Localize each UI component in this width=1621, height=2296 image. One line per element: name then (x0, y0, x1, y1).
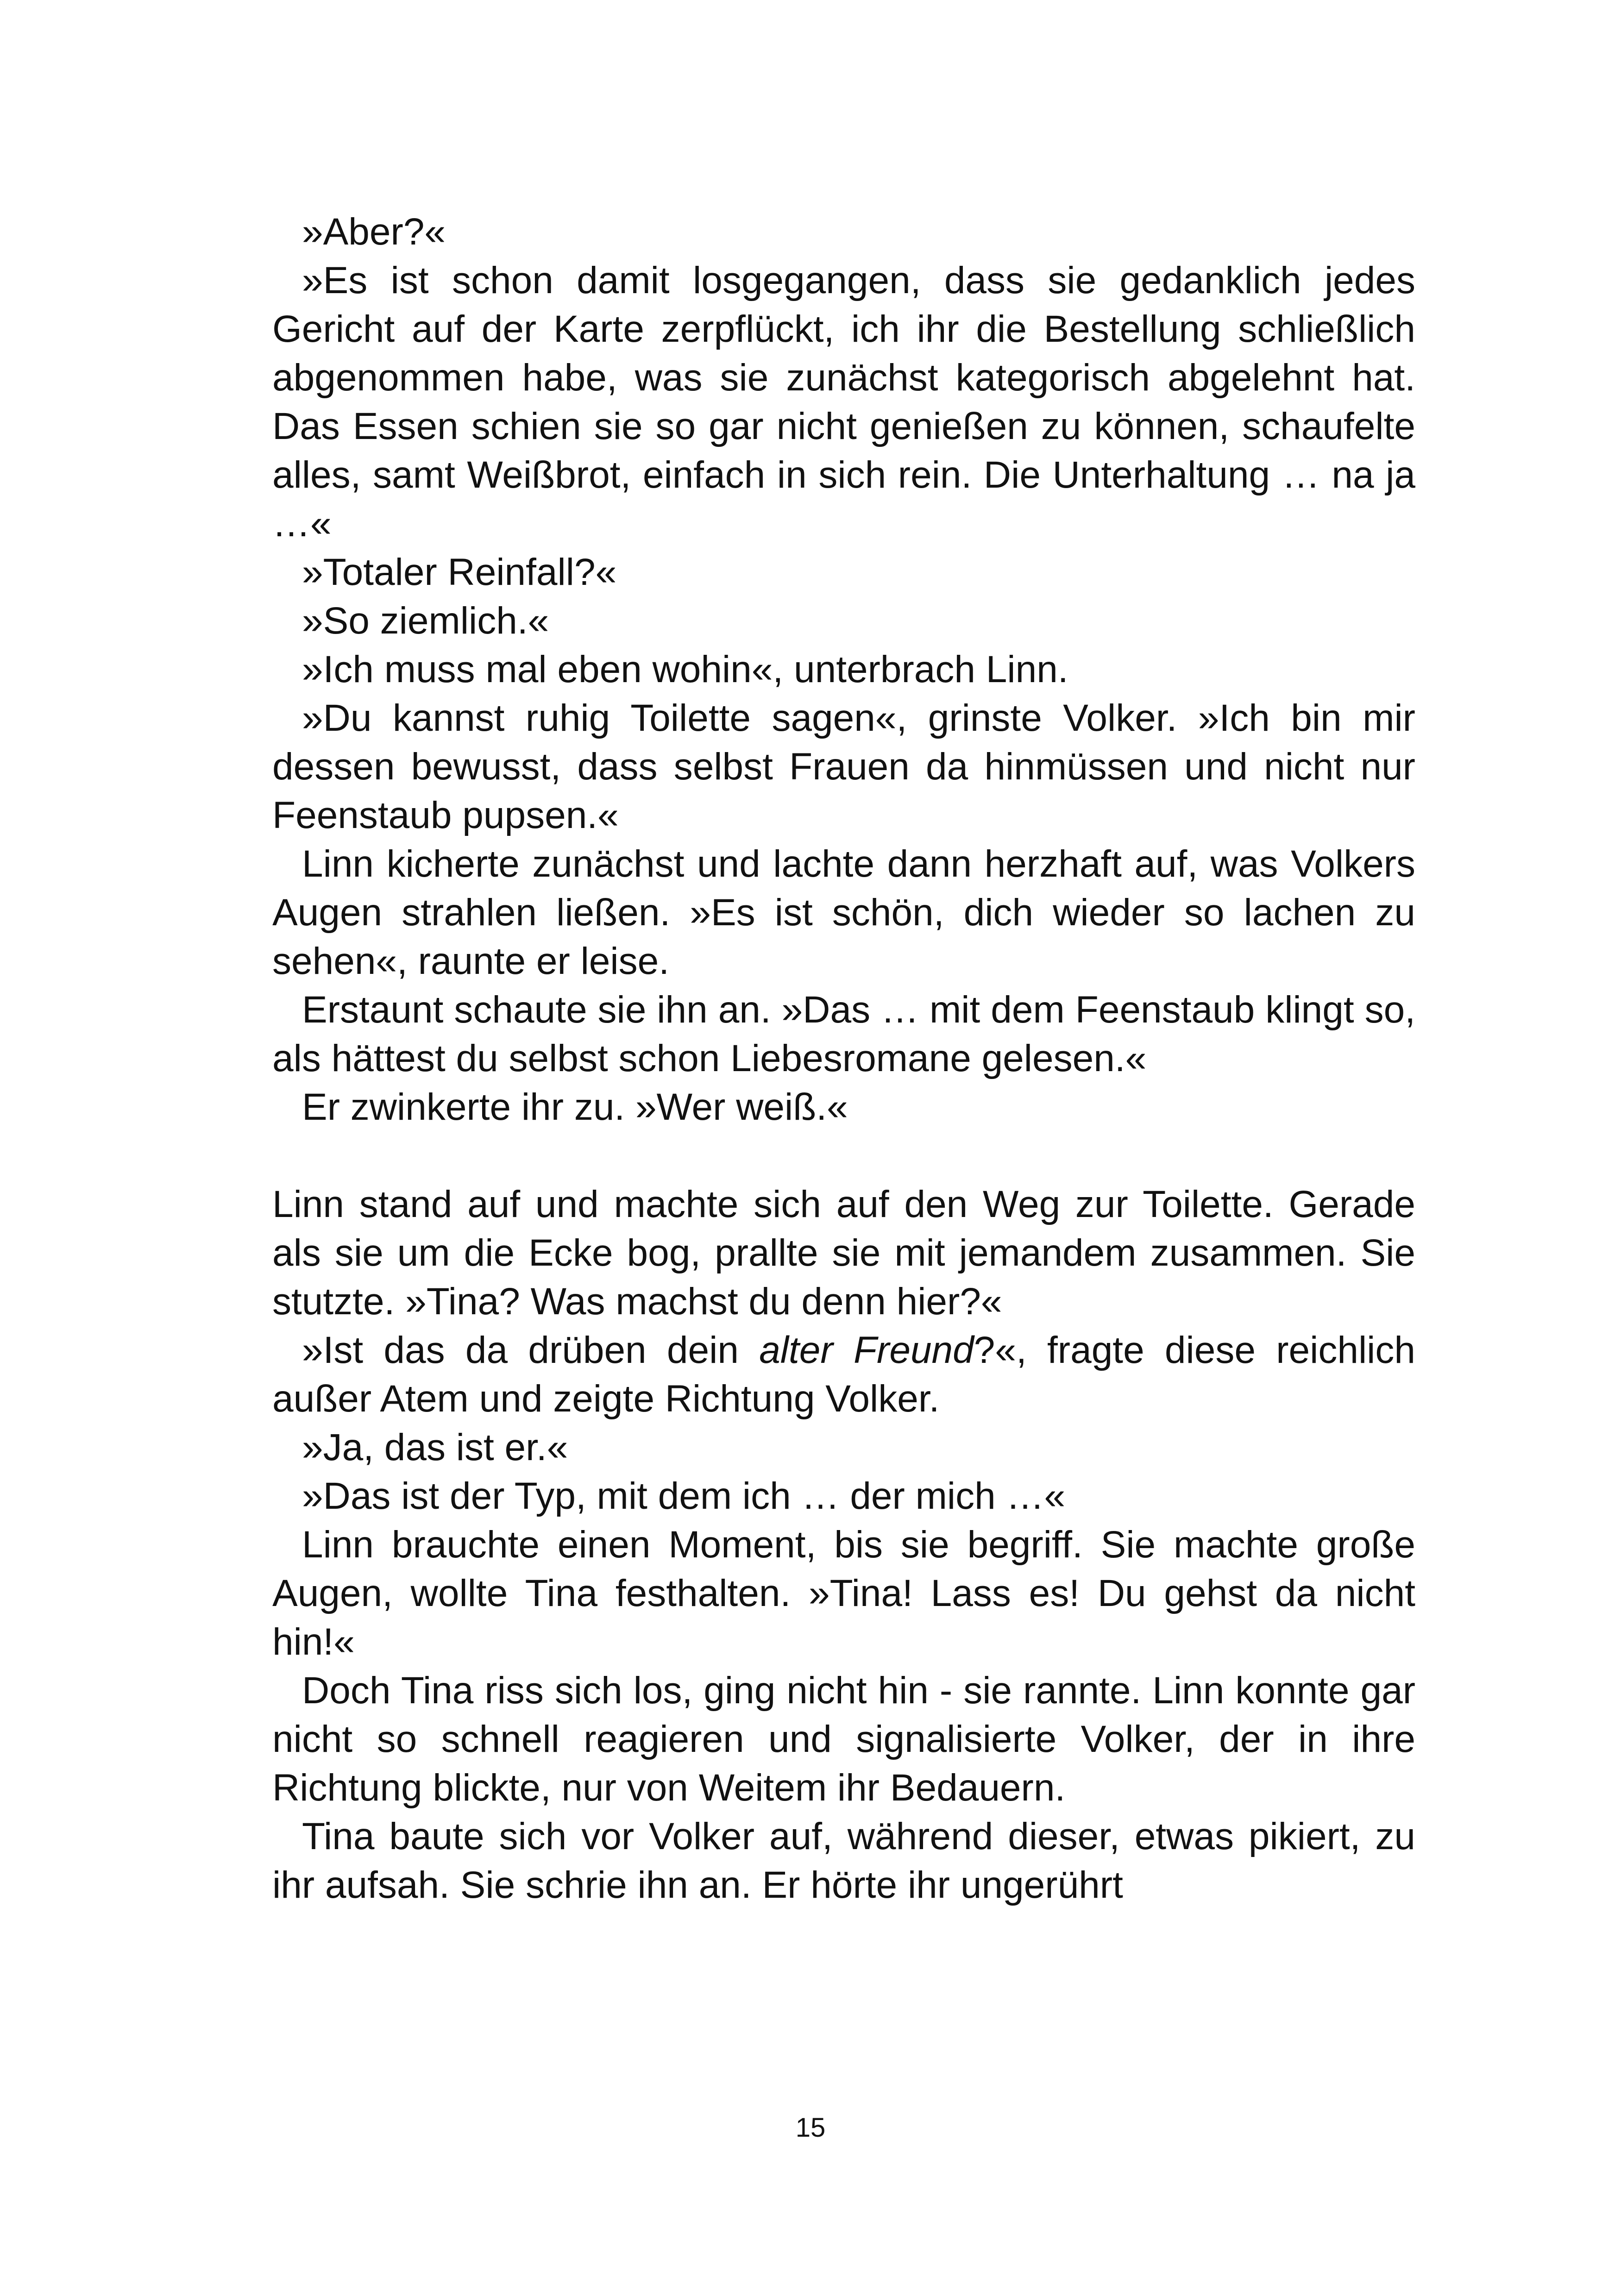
paragraph (272, 1520, 1415, 1666)
text-segment: Linn brauchte einen Moment, bis sie begriff. Sie machte große Augen, wollte Tina festhalten. »Tina! Lass es! Du gehst da nicht hin!« (272, 1524, 1415, 1663)
text-segment: Linn kicherte zunächst und lachte dann herzhaft auf, was Volkers Augen strahlen ließen. »Es ist schön, dich wieder so lachen zu sehen«, raunte er leise. (272, 843, 1415, 982)
text-segment: »Aber?« (302, 211, 446, 253)
text-segment: Er zwinkerte ihr zu. »Wer weiß.« (302, 1086, 848, 1128)
text-segment: »Ja, das ist er.« (302, 1426, 568, 1468)
text-segment: »So ziemlich.« (302, 600, 549, 642)
paragraph (272, 1423, 1415, 1472)
paragraph (272, 256, 1415, 548)
text-segment: ?«, fragte diese reichlich außer Atem und zeigte Richtung Volker. (272, 1329, 1415, 1420)
paragraph (272, 1180, 1415, 1326)
italic-text-segment: alter Freund (759, 1329, 974, 1371)
paragraph (272, 548, 1415, 596)
paragraph (272, 596, 1415, 645)
paragraph (272, 1812, 1415, 1909)
paragraph (272, 1472, 1415, 1520)
paragraph (272, 694, 1415, 840)
text-segment: »Es ist schon damit losgegangen, dass sie gedanklich jedes Gericht auf der Karte zerpflückt, ich ihr die Bestellung schließlich abgenommen habe, was sie zunächst kategorisch abgelehnt hat. Das Essen schien sie so gar nicht genießen zu können, schaufelte alles, samt Weißbrot, einfach in sich rein. Die Unterhaltung … na ja …« (272, 259, 1415, 545)
text-segment: »Ist das da drüben dein (302, 1329, 760, 1371)
text-segment: Doch Tina riss sich los, ging nicht hin - sie rannte. Linn konnte gar nicht so schnell reagieren und signalisierte Volker, der in ihre Richtung blickte, nur von Weitem ihr Bedauern. (272, 1669, 1415, 1809)
paragraph (272, 207, 1415, 256)
page-number: 15 (795, 2113, 826, 2143)
paragraph (272, 985, 1415, 1083)
text-segment: Linn stand auf und machte sich auf den Weg zur Toilette. Gerade als sie um die Ecke bog, prallte sie mit jemandem zusammen. Sie stutzte. »Tina? Was machst du denn hier?« (272, 1183, 1415, 1323)
text-segment: Tina baute sich vor Volker auf, während dieser, etwas pikiert, zu ihr aufsah. Sie schrie ihn an. Er hörte ihr ungerührt (272, 1815, 1415, 1906)
text-segment: »Totaler Reinfall?« (302, 551, 617, 593)
paragraph (272, 840, 1415, 985)
text-segment: Erstaunt schaute sie ihn an. »Das … mit dem Feenstaub klingt so, als hättest du selbst schon Liebesromane gelesen.« (272, 989, 1415, 1079)
text-segment: »Das ist der Typ, mit dem ich … der mich …« (302, 1475, 1066, 1517)
text-segment: »Ich muss mal eben wohin«, unterbrach Linn. (302, 648, 1068, 690)
page-text (272, 207, 1415, 1909)
paragraph (272, 1666, 1415, 1812)
paragraph (272, 645, 1415, 694)
paragraph (272, 1326, 1415, 1423)
paragraph (272, 1083, 1415, 1131)
text-segment: »Du kannst ruhig Toilette sagen«, grinste Volker. »Ich bin mir dessen bewusst, dass selbst Frauen da hinmüssen und nicht nur Feenstaub pupsen.« (272, 697, 1415, 836)
